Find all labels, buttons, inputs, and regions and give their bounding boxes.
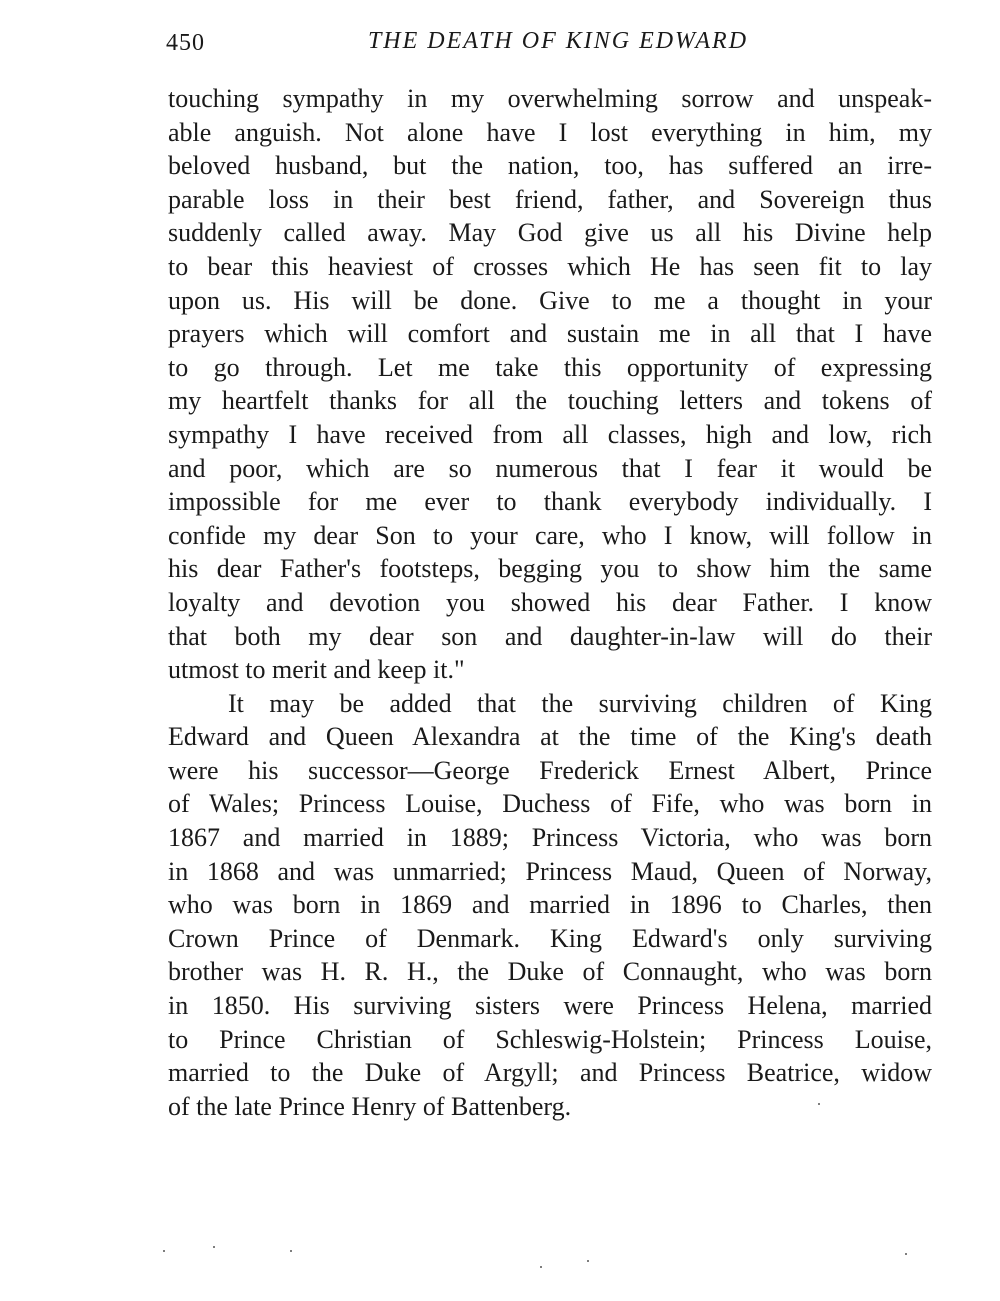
text-line: married to the Duke of Argyll; and Princess Beatrice, widow bbox=[168, 1058, 932, 1088]
paragraph bbox=[168, 82, 932, 687]
scan-speck bbox=[290, 1250, 292, 1252]
text-line: who was born in 1869 and married in 1896 to Charles, then bbox=[168, 890, 932, 920]
body-text bbox=[168, 82, 932, 1123]
text-line: were his successor—George Frederick Ernest Albert, Prince bbox=[168, 755, 932, 785]
text-line: Edward and Queen Alexandra at the time of the King's death bbox=[168, 722, 932, 752]
text-line: brother was H. R. H., the Duke of Connaught, who was born bbox=[168, 957, 932, 987]
text-line: suddenly called away. May God give us all his Divine help bbox=[168, 218, 932, 248]
text-line: impossible for me ever to thank everybody individually. I bbox=[168, 487, 932, 517]
text-line: It may be added that the surviving children of King bbox=[228, 688, 932, 718]
text-line: of Wales; Princess Louise, Duchess of Fife, who was born in bbox=[168, 789, 932, 819]
scan-speck bbox=[905, 1253, 907, 1255]
text-line: in 1868 and was unmarried; Princess Maud, Queen of Norway, bbox=[168, 856, 932, 886]
text-line: to go through. Let me take this opportunity of expressing bbox=[168, 352, 932, 382]
text-line: his dear Father's footsteps, begging you to show him the same bbox=[168, 554, 932, 584]
running-title: THE DEATH OF KING EDWARD bbox=[367, 28, 749, 54]
scan-speck bbox=[213, 1246, 215, 1248]
scan-speck bbox=[587, 1260, 589, 1262]
scan-speck bbox=[818, 1103, 820, 1105]
text-line: prayers which will comfort and sustain me in all that I have bbox=[168, 319, 932, 349]
text-line: confide my dear Son to your care, who I know, will follow in bbox=[168, 520, 932, 550]
text-line: able anguish. Not alone have I lost everything in him, my bbox=[168, 117, 932, 147]
text-line: loyalty and devotion you showed his dear Father. I know bbox=[168, 587, 932, 617]
text-line: to Prince Christian of Schleswig-Holstein; Princess Louise, bbox=[168, 1024, 932, 1054]
text-line: of the late Prince Henry of Battenberg. bbox=[168, 1091, 572, 1121]
text-line: upon us. His will be done. Give to me a thought in your bbox=[168, 285, 932, 315]
text-line: 1867 and married in 1889; Princess Victoria, who was born bbox=[168, 823, 932, 853]
running-head bbox=[166, 28, 932, 62]
text-line: sympathy I have received from all classes, high and low, rich bbox=[168, 419, 932, 449]
text-line: and poor, which are so numerous that I fear it would be bbox=[168, 453, 932, 483]
text-line: touching sympathy in my overwhelming sorrow and unspeak- bbox=[168, 84, 932, 113]
text-line: to bear this heaviest of crosses which He has seen fit to lay bbox=[168, 251, 932, 281]
scan-speck bbox=[540, 1266, 542, 1268]
text-line: utmost to merit and keep it." bbox=[168, 655, 465, 685]
text-line: Crown Prince of Denmark. King Edward's only surviving bbox=[168, 923, 932, 953]
text-line: parable loss in their best friend, father, and Sovereign thus bbox=[168, 184, 932, 214]
text-line: beloved husband, but the nation, too, has suffered an irre- bbox=[168, 151, 932, 181]
text-line: my heartfelt thanks for all the touching letters and tokens of bbox=[168, 386, 932, 416]
text-line: that both my dear son and daughter-in-law will do their bbox=[168, 621, 932, 651]
page-number: 450 bbox=[166, 30, 205, 56]
scan-speck bbox=[163, 1250, 165, 1252]
paragraph bbox=[168, 687, 932, 1124]
text-line: in 1850. His surviving sisters were Princess Helena, married bbox=[168, 991, 932, 1021]
